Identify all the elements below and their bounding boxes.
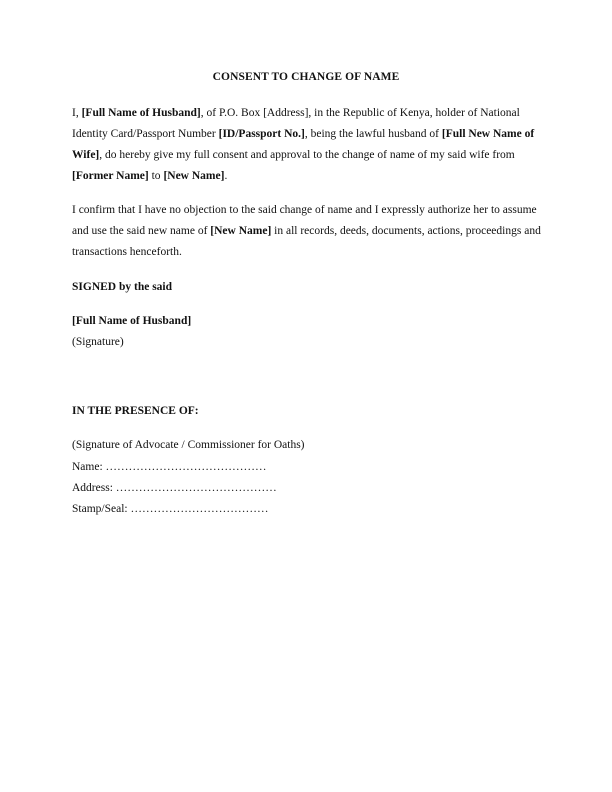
husband-name-placeholder: [Full Name of Husband] (81, 107, 201, 119)
paragraph-text: I confirm that I have no objection to the said change of name and I expressly authorize her to assume and use the said new name of (72, 204, 537, 237)
stamp-seal-line: Stamp/Seal: ……………………………… (72, 503, 269, 515)
signed-by-heading: SIGNED by the said (72, 281, 173, 293)
wife-name-placeholder: [Full New Name of Wife] (72, 128, 535, 161)
new-name-placeholder: [New Name] (163, 170, 225, 182)
paragraph-text: , of P.O. Box [Address], in the Republic of Kenya, holder of National Identity Card/Passport Number (72, 107, 520, 140)
signature-label: (Signature) (72, 336, 124, 348)
paragraph-text: , being the lawful husband of (304, 128, 442, 140)
paragraph-text: . (224, 170, 228, 182)
former-name-placeholder: [Former Name] (72, 170, 149, 182)
new-name-placeholder: [New Name] (210, 225, 272, 237)
document-title: CONSENT TO CHANGE OF NAME (212, 71, 400, 83)
id-passport-placeholder: [ID/Passport No.] (218, 128, 305, 140)
witness-address-line: Address: …………………………………… (72, 482, 277, 494)
witness-name-line: Name: …………………………………… (72, 461, 267, 473)
confirmation-paragraph (72, 200, 542, 263)
paragraph-text: to (148, 170, 164, 182)
presence-heading: IN THE PRESENCE OF: (72, 405, 199, 417)
paragraph-text: I, (72, 107, 82, 119)
paragraph-text: in all records, deeds, documents, actions, proceedings and transactions henceforth. (72, 225, 541, 258)
consent-paragraph (72, 103, 542, 187)
advocate-signature-label: (Signature of Advocate / Commissioner for Oaths) (72, 439, 305, 451)
paragraph-text: , do hereby give my full consent and approval to the change of name of my said wife from (99, 149, 515, 161)
signatory-name: [Full Name of Husband] (72, 315, 192, 327)
